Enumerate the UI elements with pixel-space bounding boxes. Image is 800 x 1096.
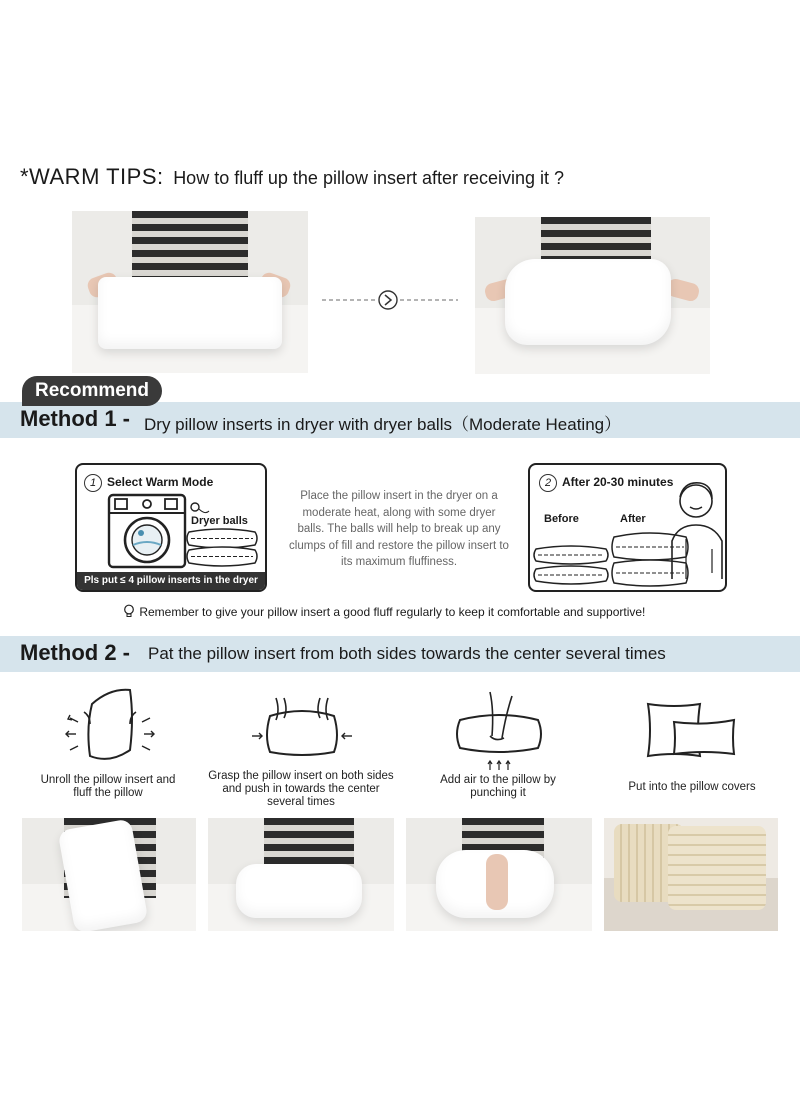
recommend-badge: Recommend bbox=[22, 376, 162, 406]
method-2-bar bbox=[0, 636, 800, 672]
step-unroll-caption: Unroll the pillow insert and fluff the pillow bbox=[40, 774, 176, 799]
step-1-marker: 1 bbox=[84, 474, 102, 492]
chevron-right-circle-icon bbox=[320, 289, 460, 311]
dryer-balls-label: Dryer balls bbox=[191, 515, 248, 527]
dryer-capacity-note: Pls put ≤ 4 pillow inserts in the dryer bbox=[77, 572, 265, 590]
after-label: After bbox=[620, 513, 646, 525]
step-covers-caption: Put into the pillow covers bbox=[628, 781, 756, 793]
stacked-pillows-icon bbox=[185, 528, 259, 570]
lightbulb-icon bbox=[122, 604, 136, 618]
warm-tips-label: *WARM TIPS: bbox=[20, 164, 164, 189]
warm-tips-subtitle: How to fluff up the pillow insert after receiving it ? bbox=[173, 168, 565, 188]
punch-pillow-photo bbox=[406, 818, 592, 931]
punch-pillow-icon bbox=[454, 690, 544, 772]
fluff-reminder bbox=[122, 604, 645, 619]
grasp-pillow-icon bbox=[250, 696, 354, 760]
fluffed-pillow-photo bbox=[475, 217, 710, 374]
method-1-title: Method 1 - bbox=[20, 406, 130, 431]
washing-machine-icon bbox=[107, 493, 187, 569]
step-grasp-caption: Grasp the pillow insert on both sides and push in towards the center several times bbox=[208, 770, 394, 808]
method-2-title: Method 2 - bbox=[20, 640, 130, 665]
method-2-description: Pat the pillow insert from both sides towards the center several times bbox=[148, 644, 666, 663]
after-minutes-label: After 20-30 minutes bbox=[562, 475, 674, 489]
unroll-pillow-photo bbox=[22, 818, 196, 931]
grasp-pillow-photo bbox=[208, 818, 394, 931]
fluff-reminder-text: Remember to give your pillow insert a good fluff regularly to keep it comfortable and supportive! bbox=[139, 605, 646, 619]
dryer-step-panel bbox=[75, 463, 267, 592]
method-1-bar bbox=[0, 402, 800, 438]
before-pillows-icon bbox=[532, 543, 610, 589]
person-icon bbox=[670, 469, 724, 589]
step-punch-caption: Add air to the pillow by punching it bbox=[440, 774, 556, 799]
step-2-marker: 2 bbox=[539, 474, 557, 492]
covered-pillows-photo bbox=[604, 818, 778, 931]
flat-pillow-photo bbox=[72, 211, 308, 373]
method-1-description: Dry pillow inserts in dryer with dryer balls（Moderate Heating） bbox=[144, 415, 622, 434]
dryer-instructions-text: Place the pillow insert in the dryer on a moderate heat, along with some dryer balls. The balls will help to break up any clumps of fill and restore the pillow insert to its maximum fluffiness. bbox=[289, 490, 509, 568]
after-step-panel bbox=[528, 463, 727, 592]
pillow-covers-icon bbox=[644, 700, 738, 762]
select-warm-mode-label: Select Warm Mode bbox=[107, 475, 214, 489]
warm-tips-heading bbox=[20, 164, 564, 190]
before-label: Before bbox=[544, 513, 579, 525]
unroll-pillow-icon bbox=[60, 684, 160, 770]
